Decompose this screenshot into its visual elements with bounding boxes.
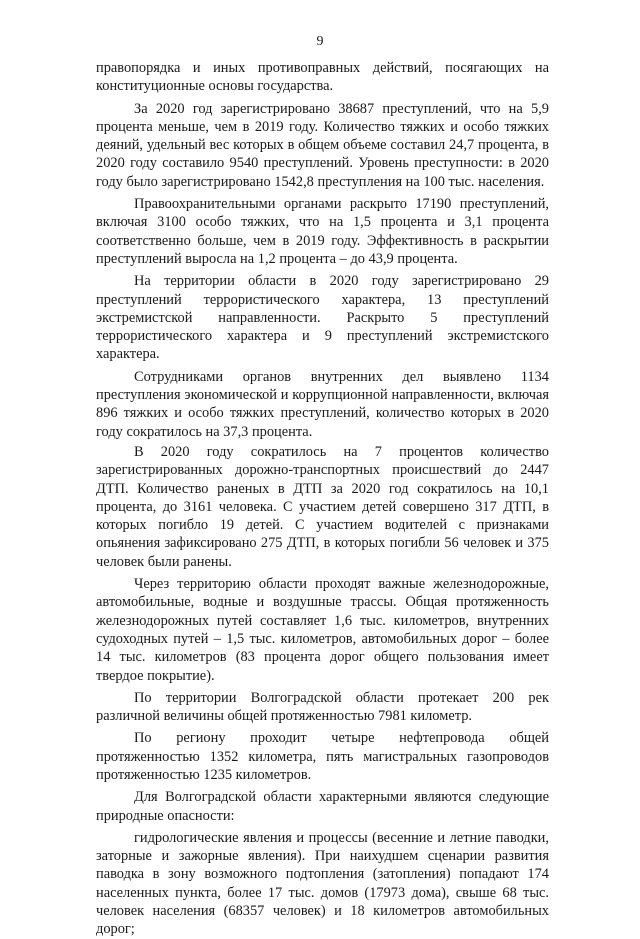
paragraph-crime-registered: За 2020 год зарегистрировано 38687 преступлений, что на 5,9 процента меньше, чем в 2019 году. Количество тяжких и особо тяжких деяний, удельный вес которых в общем объеме составил 24,7 процента, в 2020 году составило 9540 преступлений. Уровень преступности: в 2020 году было зарегистрировано 1542,8 преступления на 100 тыс. населения. [96,100,549,190]
paragraph-economic-corruption: Сотрудниками органов внутренних дел выявлено 1134 преступления экономической и коррупционной направленности, включая 896 тяжких и особо тяжких преступлений, количество которых в 2020 году сократилось на 37,3 процента. [96,368,549,440]
paragraph-crimes-solved: Правоохранительными органами раскрыто 17190 преступлений, включая 3100 особо тяжких, что на 1,5 процента и 3,1 процента соответственно больше, чем в 2019 году. Эффективность в раскрытии преступлений выросла на 1,2 процента – до 43,9 процента. [96,196,549,267]
paragraph-hydrological-hazards: гидрологические явления и процессы (весенние и летние паводки, заторные и зажорные явления). При наихудшем сценарии развития паводка в зону возможного подтопления (затопления) попадают 174 населенных пункта, более 17 тыс. домов (17973 дома), свыше 68 тыс. человек населения (68357 человек) и 18 километров автомобильных дорог; [96,829,549,938]
paragraph-road-accidents: В 2020 году сократилось на 7 процентов количество зарегистрированных дорожно-транспортных происшествий до 2447 ДТП. Количество раненых в ДТП за 2020 год сократилось на 10,1 процента, до 3161 человека. С участием детей совершено 317 ДТП, в которых погибло 19 детей. С участием водителей с признаками опьянения зафиксировано 275 ДТП, в которых погибли 56 человек и 375 человек были ранены. [96,443,549,570]
paragraph-pipelines: По региону проходит четыре нефтепровода общей протяженностью 1352 километра, пять магистральных газопроводов протяженностью 1235 километров. [96,730,549,783]
page-number: 9 [316,34,324,49]
paragraph-natural-hazards-intro: Для Волгоградской области характерными являются следующие природные опасности: [96,789,549,824]
paragraph-continuation: правопорядка и иных противоправных действий, посягающих на конституционные основы государства. [96,60,549,95]
document-body [96,59,549,939]
paragraph-rivers: По территории Волгоградской области протекает 200 рек различной величины общей протяженностью 7981 километр. [96,689,549,725]
paragraph-terrorism-extremism: На территории области в 2020 году зарегистрировано 29 преступлений террористического характера, 13 преступлений экстремистской направленности. Раскрыто 5 преступлений террористического характера и 9 преступлений экстремистского характера. [96,273,549,363]
paragraph-transport-routes: Через территорию области проходят важные железнодорожные, автомобильные, водные и воздушные трассы. Общая протяженность железнодорожных путей составляет 1,6 тыс. километров, внутренних судоходных путей – 1,5 тыс. километров, автомобильных дорог – более 14 тыс. километров (83 процента дорог общего пользования имеет твердое покрытие). [96,576,549,684]
